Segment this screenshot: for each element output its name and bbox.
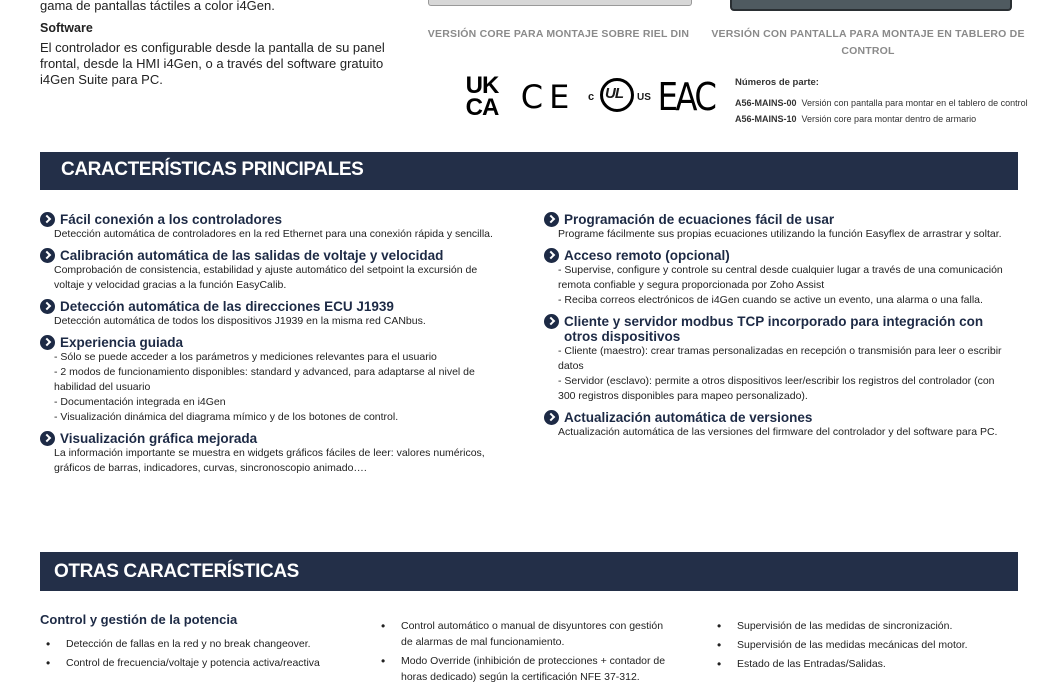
feature-desc: Programe fácilmente sus propias ecuaciones utilizando la función Easyflex de arrastrar y soltar. — [558, 228, 1002, 240]
chevron-right-icon — [544, 410, 559, 425]
ul-c: c — [588, 91, 595, 103]
chevron-right-icon — [40, 212, 55, 227]
ul-logo — [588, 75, 654, 119]
eac-mark: EAC — [657, 75, 715, 119]
feature-title: Detección automática de las direcciones ECU J1939 — [60, 299, 394, 314]
power-control-subheading: Control y gestión de la potencia — [40, 612, 238, 627]
feature-title: Calibración automática de las salidas de voltaje y velocidad — [60, 248, 444, 263]
part-desc: Versión core para montar dentro de armario — [801, 114, 977, 124]
list-item: • Supervisión de las medidas de sincronización. — [711, 618, 1011, 634]
part-code: A56-MAINS-10 — [735, 114, 797, 124]
ce-mark: CE — [520, 78, 576, 116]
other-features-list-2 — [375, 618, 675, 688]
main-features-title: CARACTERÍSTICAS PRINCIPALES — [61, 159, 364, 180]
ukca-bottom: CA — [465, 94, 499, 121]
software-heading: Software — [40, 21, 93, 35]
feature-title: Visualización gráfica mejorada — [60, 431, 258, 446]
feature-title: Programación de ecuaciones fácil de usar — [564, 212, 835, 227]
feature-title: Acceso remoto (opcional) — [564, 248, 730, 263]
feature-desc: Comprobación de consistencia, estabilidad y ajuste automático del setpoint la excursión de voltaje y velocidad gracias a la función EasyCalib. — [54, 264, 478, 291]
feature-item — [40, 248, 500, 293]
part-number-row — [735, 98, 1035, 109]
main-features-header — [40, 152, 1018, 190]
certification-logos — [458, 72, 715, 122]
feature-item — [40, 212, 500, 242]
software-text: El controlador es configurable desde la pantalla de su panel frontal, desde la HMI i4Gen, o a través del software gratuito i4Gen Suite para PC. — [40, 40, 385, 87]
eac-logo — [657, 75, 715, 119]
ukca-top: UK — [465, 72, 499, 99]
intro-line: gama de pantallas táctiles a color i4Gen. — [40, 0, 275, 13]
ukca-logo — [458, 72, 506, 121]
other-features-list-1 — [40, 636, 340, 674]
other-features-header — [40, 552, 1018, 591]
part-code: A56-MAINS-00 — [735, 98, 797, 108]
feature-desc: Actualización automática de las versiones del firmware del controlador y del software para PC. — [558, 426, 998, 438]
feature-desc: - 2 modos de funcionamiento disponibles: standard y advanced, para adaptarse al nivel de habilidad del usuario — [54, 366, 475, 393]
feature-item — [544, 212, 1004, 242]
feature-desc: - Cliente (maestro): crear tramas personalizadas en recepción o transmisión para leer o escribir datos — [558, 345, 1002, 372]
list-item: • Detección de fallas en la red y no break changeover. — [40, 636, 340, 652]
feature-item — [544, 314, 1004, 404]
other-features-list-3 — [711, 618, 1011, 675]
features-left-column — [40, 212, 500, 482]
list-item: • Supervisión de las medidas mecánicas del motor. — [711, 637, 1011, 653]
list-item: • Estado de las Entradas/Salidas. — [711, 656, 1011, 672]
list-item: • Control de frecuencia/voltaje y potencia activa/reactiva — [40, 655, 340, 671]
intro-text-block — [40, 0, 400, 88]
part-number-row — [735, 114, 1035, 125]
part-desc: Versión con pantalla para montar en el tablero de control — [801, 98, 1028, 108]
ul-mark: UL — [605, 85, 623, 102]
caption-din-version: VERSIÓN CORE PARA MONTAJE SOBRE RIEL DIN — [427, 28, 690, 40]
caption-panel-version: VERSIÓN CON PANTALLA PARA MONTAJE EN TABLERO DE CONTROL — [711, 28, 1025, 57]
chevron-right-icon — [544, 212, 559, 227]
feature-desc: - Sólo se puede acceder a los parámetros y mediciones relevantes para el usuario — [54, 351, 437, 363]
feature-desc: - Reciba correos electrónicos de i4Gen cuando se active un evento, una alarma o una falla. — [558, 294, 983, 306]
chevron-right-icon — [544, 248, 559, 263]
feature-desc: La información importante se muestra en widgets gráficos fáciles de leer: valores numéricos, gráficos de barras, indicadores, curvas, sincronoscopio animado…. — [54, 447, 485, 474]
feature-desc: - Visualización dinámica del diagrama mímico y de los botones de control. — [54, 411, 399, 423]
din-rail-product-image — [428, 0, 692, 6]
chevron-right-icon — [40, 431, 55, 446]
chevron-right-icon — [40, 299, 55, 314]
feature-desc: Detección automática de todos los dispositivos J1939 en la misma red CANbus. — [54, 315, 426, 327]
feature-item — [40, 299, 500, 329]
feature-desc: - Documentación integrada en i4Gen — [54, 396, 226, 408]
feature-item — [40, 335, 500, 425]
chevron-right-icon — [544, 314, 559, 329]
feature-title: Actualización automática de versiones — [564, 410, 813, 425]
feature-item — [544, 410, 1004, 440]
feature-title: Experiencia guiada — [60, 335, 184, 350]
feature-desc: - Supervise, configure y controle su central desde cualquier lugar a través de una comunicación remota confiable y segura proporcionada por Zoho Assist — [558, 264, 1003, 291]
feature-item — [40, 431, 500, 476]
features-right-column — [544, 212, 1004, 446]
feature-item — [544, 248, 1004, 308]
ce-logo — [520, 78, 576, 116]
ul-us: US — [637, 92, 651, 103]
feature-title: Fácil conexión a los controladores — [60, 212, 283, 227]
other-features-title: OTRAS CARACTERÍSTICAS — [54, 561, 299, 582]
chevron-right-icon — [40, 335, 55, 350]
part-numbers-heading: Números de parte: — [735, 77, 819, 88]
panel-product-image — [730, 0, 1012, 11]
feature-desc: Detección automática de controladores en la red Ethernet para una conexión rápida y sencilla. — [54, 228, 493, 240]
list-item: • Control automático o manual de disyuntores con gestión de alarmas de mal funcionamiento. — [375, 618, 675, 650]
part-numbers — [735, 77, 1035, 130]
feature-title: Cliente y servidor modbus TCP incorporado para integración con otros dispositivos — [564, 314, 984, 344]
chevron-right-icon — [40, 248, 55, 263]
feature-desc: - Servidor (esclavo): permite a otros dispositivos leer/escribir los registros del controlador (con 300 registros disponibles para mapeo personalizado). — [558, 375, 995, 402]
list-item: • Modo Override (inhibición de protecciones + contador de horas dedicado) según la certificación NFE 37-312. — [375, 653, 675, 685]
